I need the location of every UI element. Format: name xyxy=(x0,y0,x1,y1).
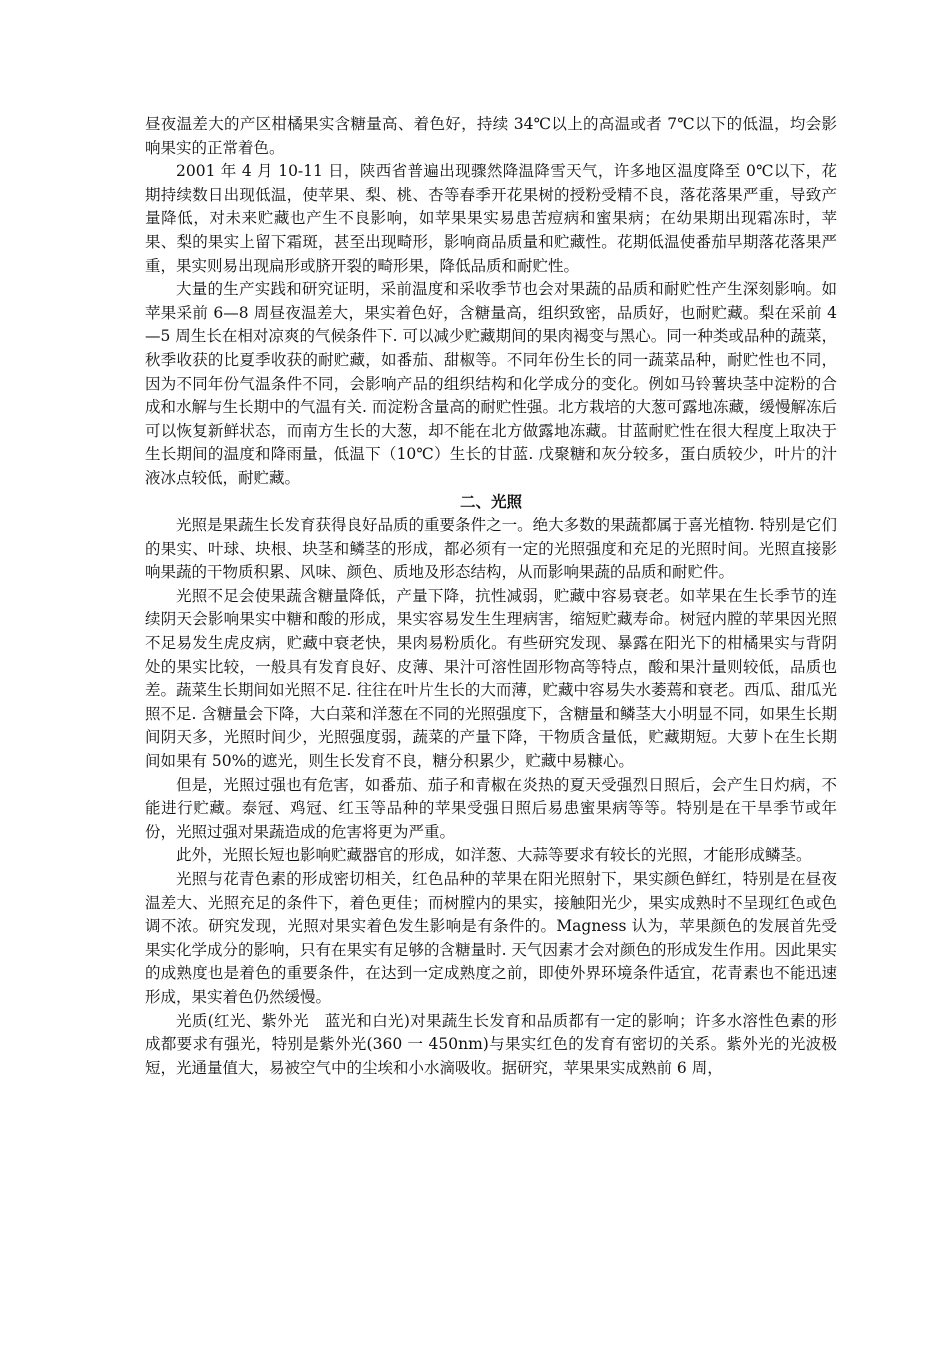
paragraph-light-duration: 此外，光照长短也影响贮藏器官的形成，如洋葱、大蒜等要求有较长的光照，才能形成鳞茎。 xyxy=(176,846,812,865)
paragraph-light-excessive: 但是，光照过强也有危害，如番茄、茄子和青椒在炎热的夏天受强烈日照后，会产生日灼病，不能进行贮藏。泰冠、鸡冠、红玉等品种的苹果受强日照后易患蜜果病等等。特别是在干旱季节或年份，光照过强对果蔬造成的危害将更为严重。 xyxy=(145,775,837,841)
paragraph-frost-2001: 2001 年 4 月 10-11 日，陕西省普遍出现骤然降温降雪天气，许多地区温度降至 0℃以下，花期持续数日出现低温，使苹果、梨、桃、杏等春季开花果树的授粉受精不良，落花落果严重，导致产量降低，对未来贮藏也产生不良影响，如苹果果实易患苦痘病和蜜果病；在幼果期出现霜冻时，苹果、梨的果实上留下霜斑，甚至出现畸形，影响商品质量和贮藏性。花期低温使番茄早期落花落果严重，果实则易出现扁形或脐开裂的畸形果，降低品质和耐贮性。 xyxy=(145,162,837,275)
paragraph-temperature-color: 昼夜温差大的产区柑橘果实含糖量高、着色好，持续 34℃以上的高温或者 7℃以下的低温，均会影响果实的正常着色。 xyxy=(145,115,837,157)
paragraph-light-insufficient: 光照不足会使果蔬含糖量降低，产量下降，抗性减弱，贮藏中容易衰老。如苹果在生长季节的连续阴天会影响果实中糖和酸的形成，果实容易发生生理病害，缩短贮藏寿命。树冠内膛的苹果因光照不足易发生虎皮病，贮藏中衰老快，果肉易粉质化。有些研究发现、暴露在阳光下的柑橘果实与背阴处的果实比较，一般具有发育良好、皮薄、果汁可溶性固形物高等特点，酸和果汁量则较低，品质也差。蔬菜生长期间如光照不足. 往往在叶片生长的大而薄，贮藏中容易失水萎蔫和衰老。西瓜、甜瓜光照不足. 含糖量会下降，大白菜和洋葱在不同的光照强度下，含糖量和鳞茎大小明显不同，如果生长期间阴天多，光照时间少，光照强度弱，蔬菜的产量下降，干物质含量低，贮藏期短。大萝卜在生长期间如果有 50%的遮光，则生长发育不良，糖分积累少，贮藏中易糠心。 xyxy=(145,586,837,771)
paragraph-anthocyanin: 光照与花青色素的形成密切相关，红色品种的苹果在阳光照射下，果实颜色鲜红，特别是在昼夜温差大、光照充足的条件下，着色更佳；而树膛内的果实，接触阳光少，果实成熟时不呈现红色或色调不浓。研究发现，光照对果实着色发生影响是有条件的。Magness 认为，苹果颜色的发展首先受果实化学成分的影响，只有在果实有足够的含糖量时. 天气因素才会对颜色的形成发生作用。因此果实的成熟度也是着色的重要条件，在达到一定成熟度之前，即使外界环境条件适宜，花青素也不能迅速形成，果实着色仍然缓慢。 xyxy=(145,870,837,1006)
document-page xyxy=(145,113,837,1080)
paragraph-light-quality: 光质(红光、紫外光 蓝光和白光)对果蔬生长发育和品质都有一定的影响；许多水溶性色素的形成都要求有强光，特别是紫外光(360 一 450nm)与果实红色的发育有密切的关系。紫外光的光波极短，光通量值大，易被空气中的尘埃和小水滴吸收。据研究，苹果果实成熟前 6 周， xyxy=(145,1011,837,1077)
paragraph-light-importance: 光照是果蔬生长发育获得良好品质的重要条件之一。绝大多数的果蔬都属于喜光植物. 特别是它们的果实、叶球、块根、块茎和鳞茎的形成，都必须有一定的光照强度和充足的光照时间。光照直接影响果蔬的干物质积累、风味、颜色、质地及形态结构，从而影响果蔬的品质和耐贮件。 xyxy=(145,516,837,582)
paragraph-preharvest-temperature: 大量的生产实践和研究证明，采前温度和采收季节也会对果蔬的品质和耐贮性产生深刻影响。如苹果采前 6—8 周昼夜温差大，果实着色好，含糖量高，组织致密，品质好，也耐贮藏。梨在采前 4—5 周生长在相对凉爽的气候条件下. 可以减少贮藏期间的果肉褐变与黑心。同一种类或品种的蔬菜，秋季收获的比夏季收获的耐贮藏，如番茄、甜椒等。不同年份生长的同一蔬菜品种，耐贮性也不同，因为不同年份气温条件不同，会影响产品的组织结构和化学成分的变化。例如马铃薯块茎中淀粉的合成和水解与生长期中的气温有关. 而淀粉含量高的耐贮性强。北方栽培的大葱可露地冻藏，缓慢解冻后可以恢复新鲜状态，而南方生长的大葱，却不能在北方做露地冻藏。甘蓝耐贮性在很大程度上取决于生长期间的温度和降雨量，低温下（10℃）生长的甘蓝. 戊聚糖和灰分较多，蛋白质较少，叶片的汁液冰点较低，耐贮藏。 xyxy=(145,280,837,487)
section-heading-light: 二、光照 xyxy=(459,492,522,511)
